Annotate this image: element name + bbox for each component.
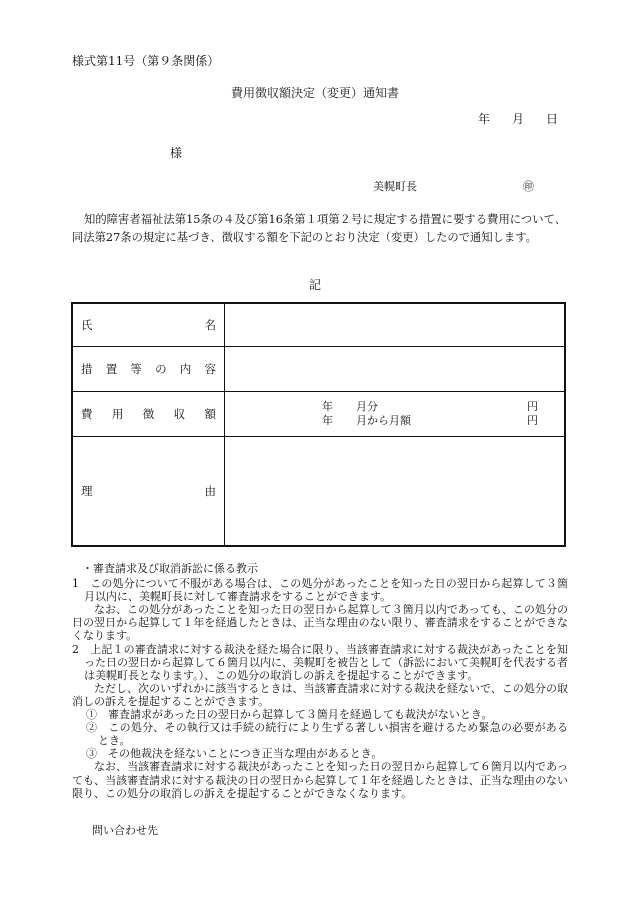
measure-label <box>72 347 225 392</box>
date-year: 年 <box>478 112 491 126</box>
seal-mark: ㊞ <box>523 180 534 193</box>
label-char: 収 <box>173 407 186 421</box>
label-char: 徴 <box>142 407 155 421</box>
body-paragraph: 知的障害者福祉法第15条の４及び第16条第１項第２号に規定する措置に要する費用について、同法第27条の規定に基づき、徴収する額を下記のとおり決定（変更）したので通知します。 <box>72 213 566 244</box>
label-char: 内 <box>179 362 192 376</box>
fee-value <box>225 392 566 437</box>
date-month: 月 <box>512 112 525 126</box>
notice-item-1: 1 この処分について不服がある場合は、この処分があったことを知った日の翌日から起算して３箇月以内に、美幌町長に対して審査請求をすることができます。 <box>72 577 568 604</box>
appeal-notice <box>72 562 568 800</box>
label-char: 用 <box>111 407 124 421</box>
recipient-suffix: 様 <box>170 146 183 160</box>
notice-item-2-proviso: ただし、次のいずれかに該当するときは、当該審査請求に対する裁決を経ないで、この処分の取消しの訴えを提起することができます。 <box>72 681 568 708</box>
table-row-fee <box>72 392 565 437</box>
label-char: 等 <box>130 362 142 376</box>
fee-month: 月から月額 <box>356 414 411 427</box>
fee-year: 年 <box>322 400 333 413</box>
label-char: 容 <box>204 362 216 376</box>
label-char: 名 <box>204 318 216 332</box>
notice-item-2-supplement: なお、当該審査請求に対する裁決があったことを知った日の翌日から起算して６箇月以内であっても、当該審査請求に対する裁決の日の翌日から起算して１年を経過したときは、正当な理由のない限り、この処分の取消しの訴えを提起することができなくなります。 <box>72 760 568 800</box>
notice-item-2: 2 上記１の審査請求に対する裁決を経た場合に限り、当該審査請求に対する裁決があったことを知った日の翌日から起算して６箇月以内に、美幌町を被告として（訴訟において美幌町を代表する者は美幌町長となります。）、この処分の取消しの訴えを提起することができます。 <box>72 642 568 682</box>
date-day: 日 <box>546 112 559 126</box>
date-line <box>478 110 558 127</box>
name-label <box>72 303 225 347</box>
label-char: 費 <box>81 407 93 421</box>
table-row-name <box>72 303 565 347</box>
name-value <box>225 303 566 347</box>
notice-header: ・審査請求及び取消訴訟に係る教示 <box>82 562 258 575</box>
label-char: 理 <box>81 484 93 498</box>
reason-label <box>72 437 225 547</box>
fee-year: 年 <box>322 414 333 427</box>
document-title: 費用徴収額決定（変更）通知書 <box>230 86 399 100</box>
fee-table <box>71 302 566 547</box>
form-number: 様式第11号（第９条関係） <box>72 54 220 68</box>
reason-value <box>225 437 566 547</box>
notice-condition-1: ① 審査請求があった日の翌日から起算して３箇月を経過しても裁決がないとき。 <box>86 708 493 722</box>
ki-heading: 記 <box>308 278 321 292</box>
label-char: 由 <box>204 484 216 498</box>
fee-line-from-month <box>225 414 564 428</box>
notice-condition-3: ③ その他裁決を経ないことにつき正当な理由があるとき。 <box>86 747 383 761</box>
fee-unit: 円 <box>527 414 538 427</box>
label-char: 氏 <box>81 318 93 332</box>
fee-unit: 円 <box>527 400 538 413</box>
label-char: 額 <box>204 407 216 421</box>
label-char: 置 <box>105 362 118 376</box>
fee-line-monthly <box>225 400 564 414</box>
label-char: 措 <box>81 362 93 376</box>
contact-label: 問い合わせ先 <box>92 824 158 837</box>
table-row-reason <box>72 437 565 547</box>
notice-item-1-supplement: なお、この処分があったことを知った日の翌日から起算して３箇月以内であっても、この処分の日の翌日から起算して１年を経過したときは、正当な理由のない限り、審査請求をすることができなくなります。 <box>72 603 568 643</box>
sender-name: 美幌町長 <box>373 180 417 193</box>
label-char: の <box>155 362 167 376</box>
fee-label <box>72 392 225 437</box>
notice-condition-2: ② この処分、その執行又は手続の続行により生ずる著しい損害を避けるため緊急の必要があるとき。 <box>86 721 568 748</box>
measure-value <box>225 347 566 392</box>
fee-month: 月分 <box>356 400 378 413</box>
table-row-measure <box>72 347 565 392</box>
